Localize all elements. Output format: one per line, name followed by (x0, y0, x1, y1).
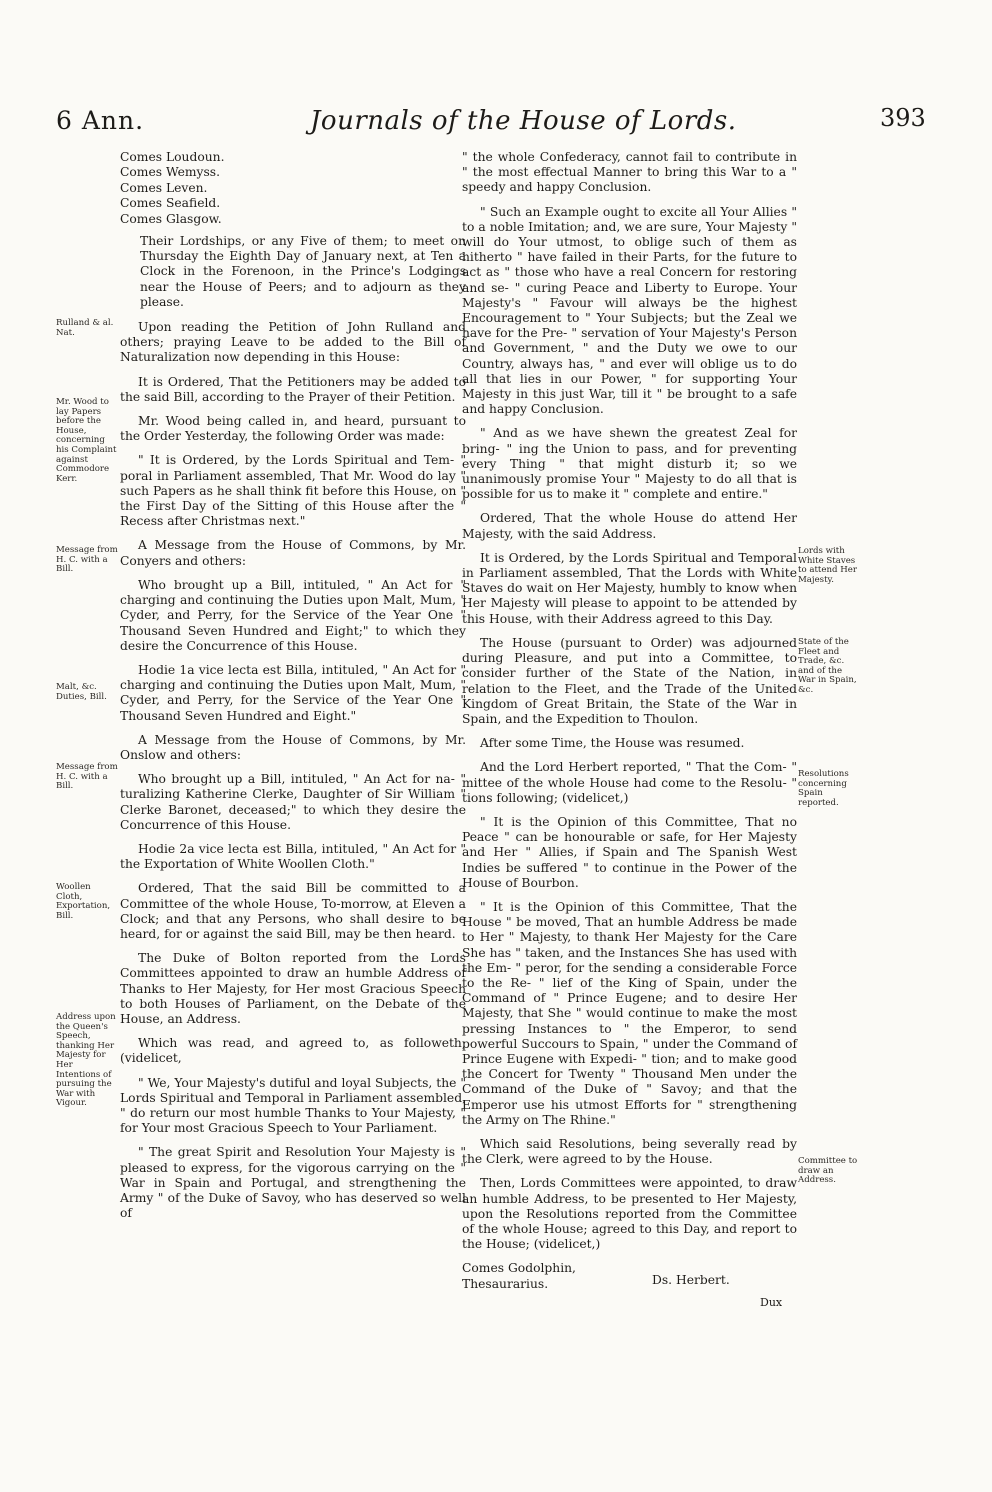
paragraph: " Such an Example ought to excite all Your Allies " to a noble Imitation; and, we are sure, Your Majesty " will do Your utmost, to oblige such of them as hitherto " have failed in their Parts, for the future to act as " those who have a real Concern for restoring and se- " curing Peace and Liberty to Europe. Your Majesty's " Favour will always be the highest Encouragement to " Your Subjects; but the Zeal we have for the Pre- " servation of Your Majesty's Person and Government, " and the Duty we owe to our Country, always has, " and ever will oblige us to do all that lies in our Power, " for supporting Your Majesty in this just War, till it " be brought to a safe and happy Conclusion. (462, 204, 797, 417)
header-page-number: 393 (880, 104, 926, 132)
paragraph: It is Ordered, That the Petitioners may be added to the said Bill, according to the Prayer of their Petition. (120, 374, 466, 404)
paragraph: Which said Resolutions, being severally read by the Clerk, were agreed to by the House. (462, 1136, 797, 1167)
name-entry: Comes Glasgow. (120, 211, 222, 226)
name-entry: Comes Seafield. (120, 196, 221, 211)
catchword: Dux (760, 1296, 783, 1310)
right-column (462, 150, 797, 1309)
paragraph: Hodie 2a vice lecta est Billa, intituled, " An Act for " the Exportation of White Woollen Cloth." (120, 841, 466, 872)
signature-name: Comes Godolphin, (462, 1261, 576, 1276)
margin-note: Mr. Wood to lay Papers before the House, concerning his Complaint against Commodore Kerr. (56, 397, 117, 484)
paragraph: Upon reading the Petition of John Rulland and others; praying Leave to be added to the Bill of Naturalization now depending in this House: (120, 320, 466, 365)
paragraph: Hodie 1a vice lecta est Billa, intituled, " An Act for " charging and continuing the Duties upon Malt, Mum, " Cyder, and Perry, for the Service of the Year One " Thousand Seven Hundred and Eight." (120, 662, 466, 723)
signature-title: Thesaurarius. (462, 1276, 549, 1291)
signature-block (462, 1261, 797, 1309)
margin-note: Committee to draw an Address. (798, 1156, 858, 1186)
names-top (120, 150, 466, 227)
paragraph: And the Lord Herbert reported, " That the Com- " mittee of the whole House had come to the Resolu- " tions following; (videlicet,) (462, 760, 797, 805)
meeting-instruction: Their Lordships, or any Five of them; to meet on Thursday the Eighth Day of January next, at Ten a Clock in the Forenoon, in the Prince's Lodgings near the House of Peers; and to adjourn as they please. (140, 234, 466, 309)
paragraph: After some Time, the House was resumed. (480, 736, 745, 751)
margin-note: State of the Fleet and Trade, &c. and of the War in Spain, &c. (798, 637, 857, 695)
paragraph: Then, Lords Committees were appointed, to draw an humble Address, to be presented to Her Majesty, upon the Resolutions reported from the Committee of the whole House; agreed to this Day, and report to the House; (videlicet,) (462, 1176, 797, 1252)
paragraph: Ordered, That the said Bill be committed to a Committee of the whole House, To-morrow, at Eleven a Clock; and that any Persons, who shall desire to be heard, for or against the said Bill, may be then heard. (120, 881, 466, 941)
paragraph: " It is the Opinion of this Committee, That the House " be moved, That an humble Address be made to Her " Majesty, to thank Her Majesty for the Care She has " taken, and the Instances She has used with the Em- " peror, for the sending a considerable Force to the Re- " lief of the King of Spain, under the Command of " Prince Eugene; and to desire Her Majesty, that She " would continue to make the most pressing Instances to " the Emperor, to send powerful Succours to Spain, " under the Command of Prince Eugene with Expedi- " tion; and to make good the Concert for Twenty " Thousand Men under the Command of the Duke of " Savoy; and that the Emperor use his utmost Efforts for " strengthening the Army on The Rhine." (462, 899, 797, 1127)
paragraph: " It is the Opinion of this Committee, That no Peace " can be honourable or safe, for Her Majesty and Her " Allies, if Spain and The Spanish West Indies be suffered " to continue in the Power of the House of Bourbon. (462, 814, 797, 890)
paragraph: The Duke of Bolton reported from the Lords Committees appointed to draw an humble Address of Thanks to Her Majesty, for Her most Gracious Speech to both Houses of Parliament, on the Debate of the House, an Address. (120, 951, 466, 1026)
paragraph: " And as we have shewn the greatest Zeal for bring- " ing the Union to pass, and for preventing every Thing " that might disturb it; so we unanimously promise Your " Majesty to do all that is possible for us to make it " complete and entire." (462, 426, 797, 502)
paragraph: Who brought up a Bill, intituled, " An Act for " charging and continuing the Duties upon Malt, Mum, " Cyder, and Perry, for the Service of the Year One " Thousand Seven Hundred and Eight;" to which they desire the Concurrence of this House. (120, 577, 466, 653)
header-title: Journals of the House of Lords. (310, 106, 737, 136)
paragraph: " the whole Confederacy, cannot fail to contribute in " the most effectual Manner to bring this War to a " speedy and happy Conclusion. (462, 150, 797, 195)
name-entry: Comes Leven. (120, 180, 208, 195)
paragraph: Which was read, and agreed to, as followeth; (videlicet, (120, 1036, 466, 1066)
left-column (120, 150, 466, 1230)
paragraph: Ordered, That the whole House do attend Her Majesty, with the said Address. (462, 511, 797, 541)
signature-left (462, 1261, 576, 1292)
paragraph: " We, Your Majesty's dutiful and loyal Subjects, the " Lords Spiritual and Temporal in Parliament assembled, " do return our most humble Thanks to Your Majesty, " for Your most Gracious Speech to Your Parliament. (120, 1075, 466, 1136)
margin-note: Message from H. C. with a Bill. (56, 545, 118, 575)
paragraph: " It is Ordered, by the Lords Spiritual and Tem- " poral in Parliament assembled, That Mr. Wood do lay " such Papers as he shall think fit before this House, on " the First Day of the Sitting of this House after the " Recess after Christmas next." (120, 453, 466, 529)
margin-note: Resolutions concerning Spain reported. (798, 769, 849, 808)
paragraph: A Message from the House of Commons, by Mr. Onslow and others: (120, 732, 466, 762)
margin-note: Address upon the Queen's Speech, thanking Her Majesty for Her Intentions of pursuing the War with Vigour. (56, 1012, 116, 1109)
paragraph: Who brought up a Bill, intituled, " An Act for na- " turalizing Katherine Clerke, Daughter of Sir William " Clerke Baronet, deceased;" to which they desire the Concurrence of this House. (120, 772, 466, 832)
signature-right: Ds. Herbert. (652, 1273, 730, 1288)
margin-note: Lords with White Staves to attend Her Majesty. (798, 546, 857, 585)
margin-note: Malt, &c. Duties, Bill. (56, 682, 107, 702)
paragraph: A Message from the House of Commons, by Mr. Conyers and others: (120, 538, 466, 568)
name-entry: Comes Loudoun. (120, 150, 225, 164)
page-header (0, 106, 992, 146)
paragraph: The House (pursuant to Order) was adjourned during Pleasure, and put into a Committee, to consider further of the State of the Nation, in relation to the Fleet, and the Trade of the United Kingdom of Great Britain, the State of the War in Spain, and the Expedition to Thoulon. (462, 635, 797, 726)
header-regnal-year: 6 Ann. (56, 106, 145, 135)
paragraph: " The great Spirit and Resolution Your Majesty is " pleased to express, for the vigorous carrying on the " War in Spain and Portugal, and strengthening the Army " of the Duke of Savoy, who has deserved so well of (120, 1145, 466, 1221)
paragraph: Mr. Wood being called in, and heard, pursuant to the Order Yesterday, the following Order was made: (120, 414, 466, 444)
paragraph: It is Ordered, by the Lords Spiritual and Temporal in Parliament assembled, That the Lords with White Staves do wait on Her Majesty, humbly to know when Her Majesty will please to appoint to be attended by this House, with their Address agreed to this Day. (462, 550, 797, 626)
margin-note: Woollen Cloth, Exportation, Bill. (56, 882, 111, 921)
margin-note: Rulland & al. Nat. (56, 318, 114, 338)
margin-note: Message from H. C. with a Bill. (56, 762, 118, 792)
name-entry: Comes Wemyss. (120, 165, 221, 180)
